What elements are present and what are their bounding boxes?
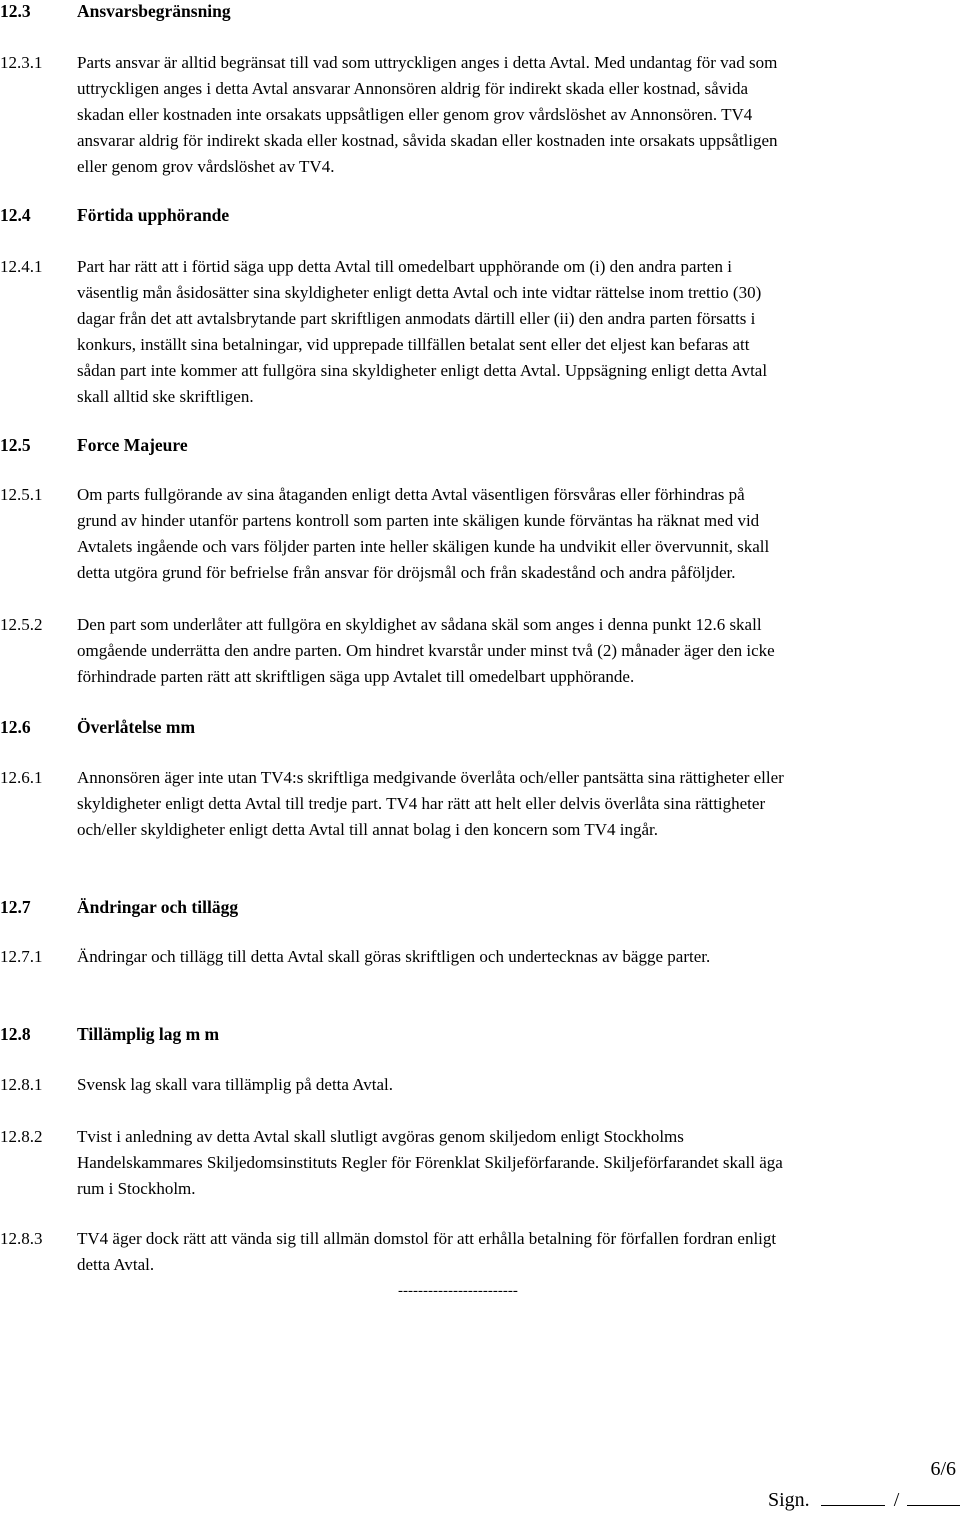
- text-line: förhindrade parten rätt att skriftligen säga upp Avtalet till omedelbart upphörande.: [77, 667, 635, 686]
- text-line: väsentlig mån åsidosätter sina skyldigheter enligt detta Avtal och inte vidtar rättelse inom trettio (30): [77, 283, 762, 302]
- text-line: omgående underrätta den andre parten. Om hindret kvarstår under minst två (2) månader äger den icke: [77, 641, 775, 660]
- section-12-3-title: Ansvarsbegränsning: [77, 1, 231, 21]
- clause-12-8-2-text: [77, 1124, 953, 1202]
- signature-field-1[interactable]: [821, 1489, 885, 1506]
- clause-12-3-1-number: 12.3.1: [0, 53, 43, 72]
- text-line: Annonsören äger inte utan TV4:s skriftliga medgivande överlåta och/eller pantsätta sina rättigheter eller: [77, 768, 784, 787]
- section-12-6-number: 12.6: [0, 717, 31, 737]
- text-line: eller genom grov vårdslöshet av TV4.: [77, 157, 335, 176]
- clause-12-5-2-number: 12.5.2: [0, 615, 43, 634]
- text-line: Om parts fullgörande av sina åtaganden enligt detta Avtal väsentligen försvåras eller förhindras på: [77, 485, 745, 504]
- section-12-3-number: 12.3: [0, 1, 31, 21]
- section-12-8-number: 12.8: [0, 1024, 31, 1044]
- section-12-8-title: Tillämplig lag m m: [77, 1024, 220, 1044]
- text-line: sådan part inte kommer att fullgöra sina skyldigheter enligt detta Avtal. Uppsägning enligt detta Avtal: [77, 361, 768, 380]
- text-line: Parts ansvar är alltid begränsat till vad som uttryckligen anges i detta Avtal. Med undantag för vad som: [77, 53, 778, 72]
- section-12-6-title: Överlåtelse mm: [77, 717, 196, 737]
- text-line: skadan eller kostnaden inte orsakats uppsåtligen eller genom grov vårdslöshet av Annonsören. TV4: [77, 105, 753, 124]
- text-line: TV4 äger dock rätt att vända sig till allmän domstol för att erhålla betalning för förfallen fordran enligt: [77, 1229, 777, 1248]
- text-line: skall alltid ske skriftligen.: [77, 387, 254, 406]
- clause-12-8-3-number: 12.8.3: [0, 1229, 43, 1248]
- text-line: ansvarar aldrig för indirekt skada eller kostnad, såvida skadan eller kostnaden inte orsakats uppsåtligen: [77, 131, 778, 150]
- section-12-5-title: Force Majeure: [77, 435, 188, 455]
- clause-12-7-1-text: [77, 944, 953, 970]
- clause-12-5-1-number: 12.5.1: [0, 485, 43, 504]
- signature-field-2[interactable]: [907, 1489, 960, 1506]
- clause-12-6-1-text: [77, 765, 953, 843]
- clause-12-6-1-number: 12.6.1: [0, 768, 43, 787]
- text-line: Tvist i anledning av detta Avtal skall slutligt avgöras genom skiljedom enligt Stockholms: [77, 1127, 684, 1146]
- sign-label: Sign.: [768, 1489, 810, 1511]
- section-12-4-title: Förtida upphörande: [77, 205, 230, 225]
- text-line: detta utgöra grund för befrielse från ansvar för dröjsmål och från skadestånd och andra påföljder.: [77, 563, 736, 582]
- section-12-4-number: 12.4: [0, 205, 31, 225]
- clause-12-4-1-number: 12.4.1: [0, 257, 43, 276]
- text-line: Ändringar och tillägg till detta Avtal skall göras skriftligen och undertecknas av bägge parter.: [77, 947, 711, 966]
- clause-12-4-1-text: [77, 254, 953, 410]
- text-line: grund av hinder utanför partens kontroll som parten inte skäligen kunde förväntas ha räknat med vid: [77, 511, 760, 530]
- clause-12-5-2-text: [77, 612, 953, 690]
- clause-12-8-1-number: 12.8.1: [0, 1075, 43, 1094]
- text-line: Part har rätt att i förtid säga upp detta Avtal till omedelbart upphörande om (i) den andra parten i: [77, 257, 732, 276]
- text-line: rum i Stockholm.: [77, 1179, 196, 1198]
- text-line: Avtalets ingående och vars följder parten inte heller skäligen kunde ha undvikit eller övervunnit, skall: [77, 537, 770, 556]
- text-line: detta Avtal.: [77, 1255, 155, 1274]
- clause-12-3-1-text: [77, 50, 953, 180]
- text-line: skyldigheter enligt detta Avtal till tredje part. TV4 har rätt att helt eller delvis överlåta sina rättigheter: [77, 794, 766, 813]
- text-line: Svensk lag skall vara tillämplig på detta Avtal.: [77, 1075, 394, 1094]
- end-of-document-divider: ------------------------: [398, 1283, 518, 1299]
- clause-12-7-1-number: 12.7.1: [0, 947, 43, 966]
- sign-separator: /: [893, 1489, 900, 1511]
- signature-line: [768, 1486, 960, 1514]
- section-12-7-title: Ändringar och tillägg: [77, 897, 239, 917]
- text-line: dagar från det att avtalsbrytande part skriftligen anmodats därtill eller (ii) den andra parten försatts i: [77, 309, 756, 328]
- clause-12-8-3-text: [77, 1226, 953, 1278]
- text-line: Den part som underlåter att fullgöra en skyldighet av sådana skäl som anges i denna punkt 12.6 skall: [77, 615, 762, 634]
- clause-12-8-1-text: [77, 1072, 953, 1098]
- text-line: och/eller skyldigheter enligt detta Avtal till annat bolag i den koncern som TV4 ingår.: [77, 820, 659, 839]
- text-line: Handelskammares Skiljedomsinstituts Regler för Förenklat Skiljeförfarande. Skiljeförfarandet skall äga: [77, 1153, 783, 1172]
- section-12-5-number: 12.5: [0, 435, 31, 455]
- text-line: konkurs, inställt sina betalningar, vid upprepade tillfällen betalat sent eller det eljest kan befaras att: [77, 335, 750, 354]
- clause-12-5-1-text: [77, 482, 953, 586]
- section-12-7-number: 12.7: [0, 897, 31, 917]
- text-line: uttryckligen anges i detta Avtal ansvarar Annonsören aldrig för indirekt skada eller kostnad, såvida: [77, 79, 748, 98]
- clause-12-8-2-number: 12.8.2: [0, 1127, 43, 1146]
- page-number: 6/6: [930, 1458, 956, 1480]
